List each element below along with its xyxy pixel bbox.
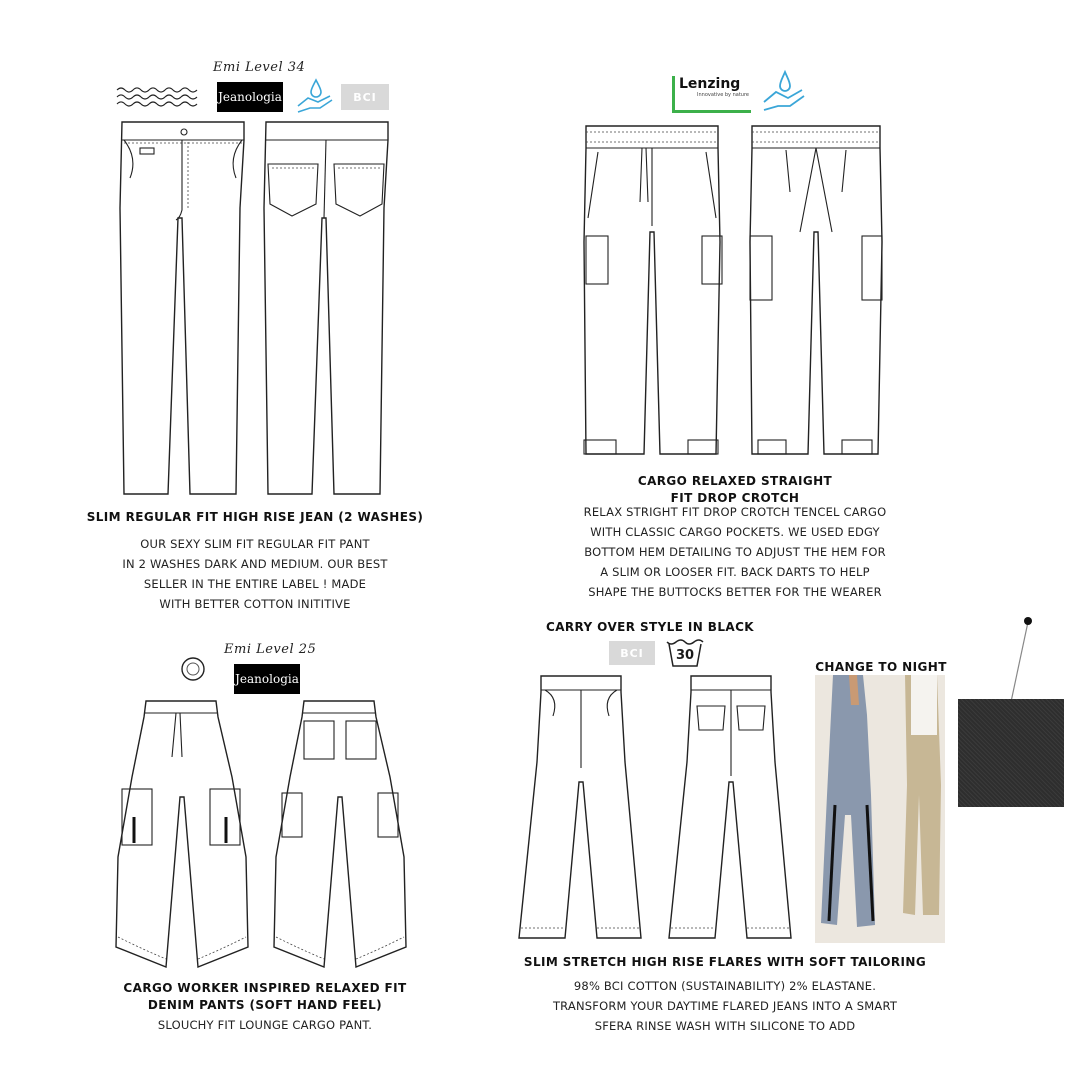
style1-level: Emi Level 34 bbox=[213, 60, 306, 75]
lenzing-logo bbox=[672, 76, 751, 113]
bci-text: BCI bbox=[353, 90, 377, 104]
style2-desc-line: BOTTOM HEM DETAILING TO ADJUST THE HEM FOR bbox=[584, 545, 886, 559]
style2-description bbox=[520, 502, 950, 602]
style2-desc-line: SHAPE THE BUTTOCKS BETTER FOR THE WEARER bbox=[588, 585, 882, 599]
style1-title: SLIM REGULAR FIT HIGH RISE JEAN (2 WASHES) bbox=[86, 510, 424, 524]
wash-temp-text: 30 bbox=[675, 648, 695, 663]
jeanologia-text: Jeanologia bbox=[235, 672, 299, 686]
style4-title: SLIM STRETCH HIGH RISE FLARES WITH SOFT TAILORING bbox=[523, 955, 927, 969]
bci-logo bbox=[341, 84, 389, 110]
slim-jean-back-sketch bbox=[262, 118, 392, 498]
style3-title bbox=[60, 980, 470, 1014]
cargo-worker-back-sketch bbox=[270, 697, 410, 975]
lenzing-tagline: Innovative by nature bbox=[697, 92, 749, 98]
wash-30-icon bbox=[665, 638, 705, 668]
bci-logo bbox=[609, 641, 655, 665]
style2-title-line: CARGO RELAXED STRAIGHT bbox=[637, 474, 833, 488]
style3-title-line: DENIM PANTS (SOFT HAND FEEL) bbox=[147, 998, 383, 1012]
style1-desc-line: WITH BETTER COTTON INITITIVE bbox=[159, 597, 351, 611]
style2-desc-line: A SLIM OR LOOSER FIT. BACK DARTS TO HELP bbox=[600, 565, 870, 579]
slim-jean-front-sketch bbox=[118, 118, 248, 498]
style2-desc-line: RELAX STRIGHT FIT DROP CROTCH TENCEL CARGO bbox=[583, 505, 887, 519]
style4-description bbox=[500, 976, 950, 1036]
style1-desc-line: OUR SEXY SLIM FIT REGULAR FIT PANT bbox=[140, 537, 370, 551]
black-denim-swatch bbox=[958, 699, 1064, 807]
style2-title-line: FIT DROP CROTCH bbox=[670, 491, 800, 505]
jeanologia-text: Jeanologia bbox=[218, 90, 282, 104]
style3-description bbox=[60, 1015, 470, 1035]
style3-desc-line: SLOUCHY FIT LOUNGE CARGO PANT. bbox=[157, 1018, 373, 1032]
jeanologia-logo bbox=[234, 664, 300, 694]
cargo-straight-back-sketch bbox=[746, 122, 886, 462]
flare-jean-back-sketch bbox=[665, 672, 801, 942]
bci-text: BCI bbox=[620, 646, 644, 660]
style2-desc-line: WITH CLASSIC CARGO POCKETS. WE USED EDGY bbox=[590, 525, 880, 539]
jeanologia-logo bbox=[217, 82, 283, 112]
water-hand-icon bbox=[762, 70, 806, 112]
cargo-worker-front-sketch bbox=[112, 697, 252, 975]
cargo-straight-front-sketch bbox=[580, 122, 724, 462]
style3-title-line: CARGO WORKER INSPIRED RELAXED FIT bbox=[123, 981, 407, 995]
carry-over-label: CARRY OVER STYLE IN BLACK bbox=[546, 620, 754, 634]
style1-description bbox=[40, 534, 470, 614]
water-hand-icon bbox=[296, 78, 334, 114]
style1-desc-line: IN 2 WASHES DARK AND MEDIUM. OUR BEST bbox=[122, 557, 388, 571]
round-seal-icon bbox=[180, 656, 206, 682]
braid-icon bbox=[115, 85, 203, 109]
model-photo bbox=[815, 675, 945, 943]
style1-desc-line: SELLER IN THE ENTIRE LABEL ! MADE bbox=[143, 577, 367, 591]
style4-desc-line: 98% BCI COTTON (SUSTAINABILITY) 2% ELASTANE. bbox=[573, 979, 877, 993]
change-to-night-label: CHANGE TO NIGHT bbox=[815, 660, 947, 674]
style3-level: Emi Level 25 bbox=[224, 642, 317, 657]
lenzing-name: Lenzing bbox=[679, 76, 741, 92]
flare-jean-front-sketch bbox=[515, 672, 651, 942]
style4-desc-line: SFERA RINSE WASH WITH SILICONE TO ADD bbox=[594, 1019, 856, 1033]
style4-desc-line: TRANSFORM YOUR DAYTIME FLARED JEANS INTO A SMART bbox=[552, 999, 898, 1013]
